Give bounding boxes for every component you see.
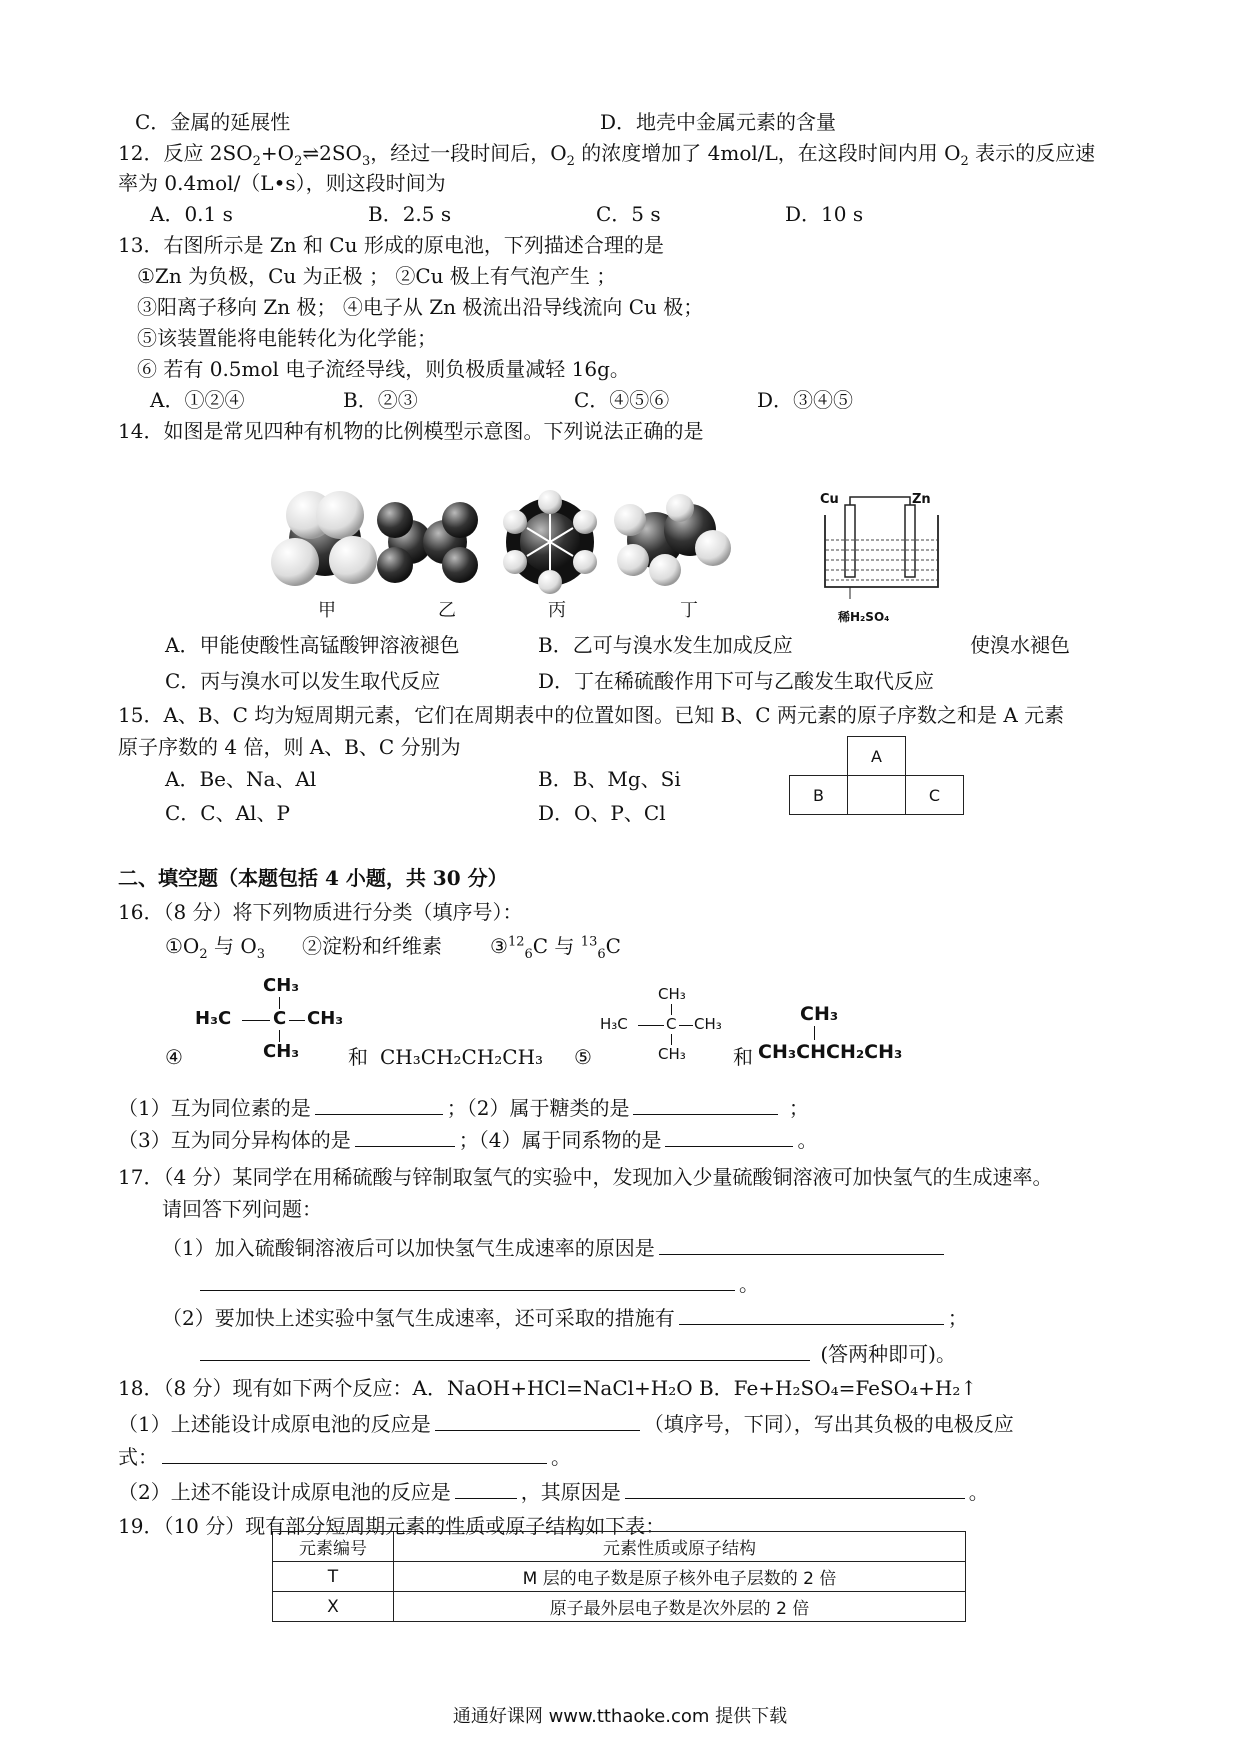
element-table [272,1531,966,1622]
q12-option-a: A．0.1 s [150,202,233,226]
q16-stem: 16．（8 分）将下列物质进行分类（填序号）： [118,900,523,924]
table-row [273,1592,966,1622]
element-table-header-id: 元素编号 [273,1532,394,1562]
q16-item-3: ③$^{12}_6$C 与 $^{13}_6$C [490,934,621,962]
q16-answer-4[interactable] [665,1126,793,1147]
q18-part-1-cont: 式： 。 [118,1445,571,1469]
cell-label-cu: Cu [820,492,839,507]
isobutane-structure: CH₃ CH₃CHCH₂CH₃ [758,1003,903,1063]
q16-item-4-and: 和 [348,1045,368,1069]
q16-answer-1[interactable] [315,1094,443,1115]
section-2-heading: 二、填空题（本题包括 4 小题，共 30 分） [118,866,508,890]
q16-item-2: ②淀粉和纤维素 [302,934,442,958]
q12-option-c: C．5 s [596,202,661,226]
q15-option-a: A．Be、Na、Al [165,767,317,791]
q18-answer-2[interactable] [455,1478,517,1499]
model-label-yi: 乙 [438,600,456,621]
q16-item-4-formula: CH₃CH₂CH₂CH₃ [380,1045,544,1069]
q16-answer-3[interactable] [355,1126,455,1147]
q16-blank-row-1: （1）互为同位素的是 ；（2）属于糖类的是 ； [118,1096,809,1120]
q13-option-b: B．②③ [343,388,418,412]
q18-stem: 18．（8 分）现有如下两个反应：A．NaOH+HCl=NaCl+H₂O B．Fe+H₂SO₄=FeSO₄+H₂↑ [118,1376,978,1400]
q13-statement-3: ⑤该装置能将电能转化为化学能； [137,326,437,350]
element-table-header-property: 元素性质或原子结构 [394,1532,966,1562]
q13-statement-1: ①Zn 为负极，Cu 为正极 ； ②Cu 极上有气泡产生 ； [137,264,617,288]
q16-item-5-label: ⑤ [574,1045,592,1069]
q14-option-c: C．丙与溴水可以发生取代反应 [165,669,441,693]
q17-answer-2a[interactable] [679,1304,944,1325]
q13-option-d: D．③④⑤ [757,388,854,412]
q13-statement-4: ⑥ 若有 0.5mol 电子流经导线，则负极质量减轻 16g。 [137,357,630,381]
q18-answer-reason[interactable] [625,1478,965,1499]
element-property: 原子最外层电子数是次外层的 2 倍 [394,1592,966,1622]
q17-part-1-cont: 。 [200,1270,759,1297]
q16-item-1: $①O_2$ 与 $O_3$ [165,934,266,962]
periodic-table-fragment [789,736,964,815]
benzene-model [503,490,597,594]
q18-part-2: （2）上述不能设计成原电池的反应是 ，其原因是 。 [118,1480,989,1504]
q12-option-d: D．10 s [785,202,864,226]
q16-item-4-label: ④ [165,1045,183,1069]
q14-option-b: B．乙可与溴水发生加成反应 [538,633,793,657]
q18-part-1: （1）上述能设计成原电池的反应是 （填序号，下同），写出其负极的电极反应 [118,1412,1014,1436]
q17-part-1: （1）加入硫酸铜溶液后可以加快氢气生成速率的原因是 [162,1234,948,1261]
model-label-jia: 甲 [318,600,336,621]
q15-stem: 15．A、B、C 均为短周期元素，它们在周期表中的位置如图。已知 B、C 两元素的原子序数之和是 A 元素 [118,703,1065,727]
q14-stem: 14．如图是常见四种有机物的比例模型示意图。下列说法正确的是 [118,419,704,443]
q12-stem-line2: 率为 0.4mol/（L•s），则这段时间为 [118,171,446,195]
element-id: X [273,1592,394,1622]
methane-model [271,491,377,586]
q17-answer-1a[interactable] [659,1234,944,1255]
q16-blank-row-2: （3）互为同分异构体的是 ；（4）属于同系物的是 。 [118,1128,818,1152]
q13-stem: 13．右图所示是 Zn 和 Cu 形成的原电池，下列描述合理的是 [118,233,664,257]
ethylene-model [377,502,478,583]
q14-option-a: A．甲能使酸性高锰酸钾溶液褪色 [165,633,460,657]
galvanic-cell-figure [820,495,950,620]
q16-answer-2[interactable] [633,1094,778,1115]
q12-stem: 12．反应 $2SO_2+O_2\rightleftharpoons 2SO_3$，经过一段时间后，$O_2$ 的浓度增加了 4mol/L，在这段时间内用 $O_2$ 表示的反应速 [118,141,1096,169]
q15-stem-line2: 原子序数的 4 倍，则 A、B、C 分别为 [118,735,461,759]
q14-option-d: D．丁在稀硫酸作用下可与乙酸发生取代反应 [538,669,935,693]
molecular-models-figure [265,490,745,600]
ethanol-model [614,494,731,586]
q13-option-a: A．①②④ [150,388,245,412]
table-row [273,1562,966,1592]
pt-cell-a: A [848,737,906,776]
q17-answer-1b[interactable] [200,1270,735,1291]
page-footer: 通通好课网 www.tthaoke.com 提供下载 [452,1706,788,1727]
q18-answer-1[interactable] [435,1410,640,1431]
q12-option-b: B．2.5 s [368,202,452,226]
cell-label-zn: Zn [912,492,931,507]
q15-option-b: B．B、Mg、Si [538,767,681,791]
model-label-ding: 丁 [680,600,698,621]
q14-option-b-tail: 使溴水褪色 [970,633,1070,657]
q17-part-2: （2）要加快上述实验中氢气生成速率，还可采取的措施有 ； [162,1306,968,1330]
cell-label-acid: 稀H₂SO₄ [838,610,890,624]
model-label-bing: 丙 [548,600,566,621]
q17-stem: 17．（4 分）某同学在用稀硫酸与锌制取氢气的实验中，发现加入少量硫酸铜溶液可加快氢气的生成速率。 [118,1165,1053,1189]
q17-answer-2b[interactable] [200,1340,810,1361]
q13-statement-2: ③阳离子移向 Zn 极； ④电子从 Zn 极流出沿导线流向 Cu 极； [137,295,704,319]
q17-ask: 请回答下列问题： [162,1197,322,1221]
q19-stem: 19．（10 分）现有部分短周期元素的性质或原子结构如下表： [118,1514,666,1538]
q15-option-d: D．O、P、Cl [538,801,666,825]
q17-part-2-cont: (答两种即可)。 [200,1340,956,1367]
element-id: T [273,1562,394,1592]
q11-option-d: D．地壳中金属元素的含量 [600,110,837,134]
neopentane-structure: CH₃ H₃C C CH₃ CH₃ [195,975,344,1062]
element-property: M 层的电子数是原子核外电子层数的 2 倍 [394,1562,966,1592]
q18-answer-electrode[interactable] [162,1443,547,1464]
q15-option-c: C．C、Al、P [165,801,290,825]
pt-cell-b: B [790,776,848,815]
q11-option-c: C．金属的延展性 [135,110,291,134]
q16-item-5-and: 和 [733,1045,753,1069]
pt-cell-c: C [906,776,964,815]
q13-option-c: C．④⑤⑥ [574,388,670,412]
neopentane-structure-small: CH₃ H₃C C CH₃ CH₃ [600,985,722,1063]
